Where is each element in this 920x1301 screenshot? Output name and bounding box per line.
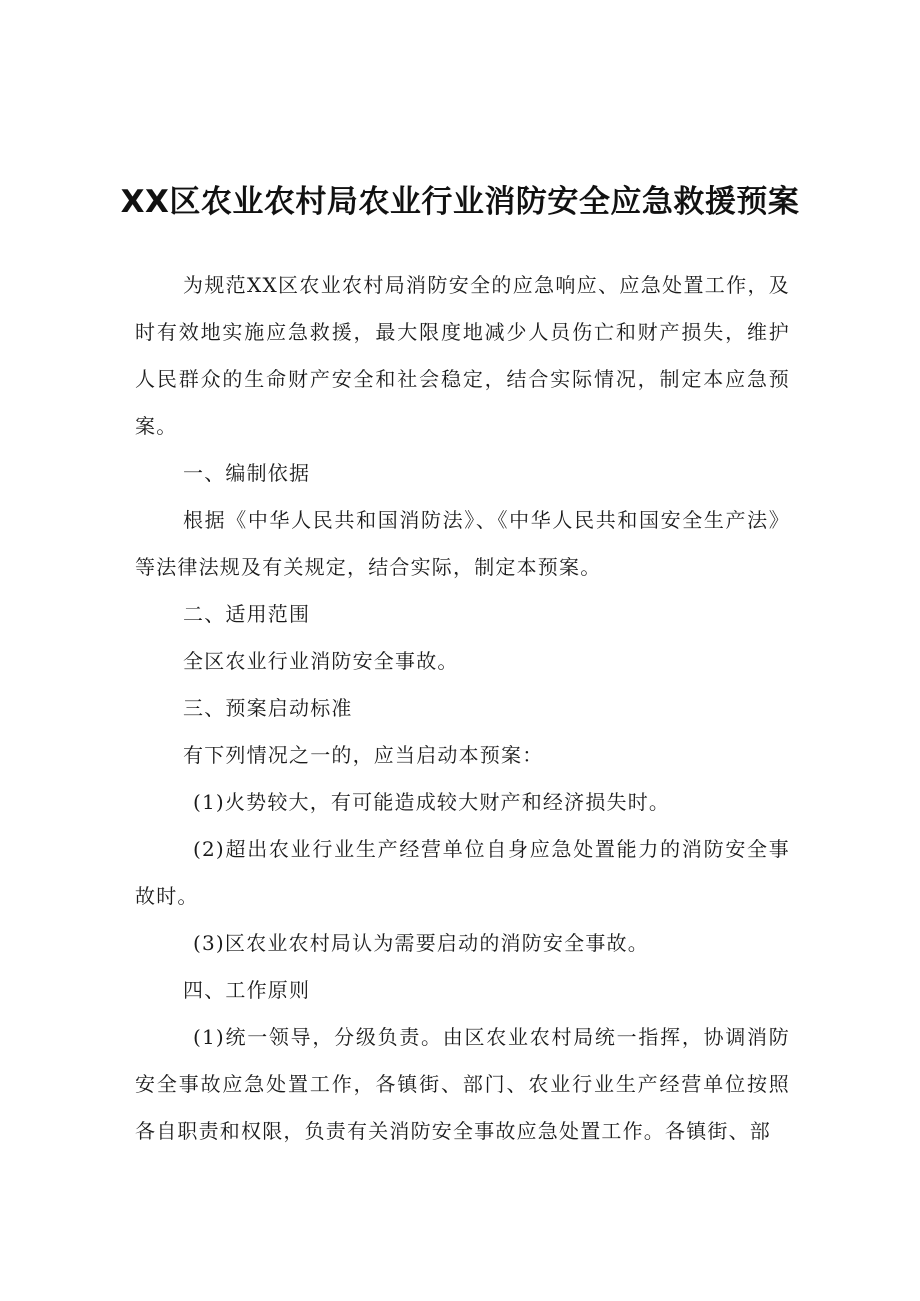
section-heading-scope: 二、适用范围 [183, 602, 311, 626]
activation-item-1: (1)火势较大，有可能造成较大财产和经济损失时。 [193, 790, 671, 814]
scope-paragraph: 全区农业行业消防安全事故。 [183, 649, 459, 673]
document-title: XX区农业农村局农业行业消防安全应急救援预案 [120, 184, 800, 220]
activation-item-2: (2)超出农业行业生产经营单位自身应急处置能力的消防安全事故时。 [135, 837, 790, 908]
basis-paragraph: 根据《中华人民共和国消防法》、《中华人民共和国安全生产法》等法律法规及有关规定，结合实际，制定本预案。 [135, 508, 790, 579]
principle-item-1: (1)统一领导，分级负责。由区农业农村局统一指挥，协调消防安全事故应急处置工作，各镇街、部门、农业行业生产经营单位按照各自职责和权限，负责有关消防安全事故应急处置工作。各镇街、部 [135, 1025, 790, 1143]
section-heading-activation: 三、预案启动标准 [183, 696, 353, 720]
document-body [135, 262, 790, 1155]
activation-item-3: (3)区农业农村局认为需要启动的消防安全事故。 [193, 931, 649, 955]
intro-paragraph: 为规范XX区农业农村局消防安全的应急响应、应急处置工作，及时有效地实施应急救援，最大限度地减少人员伤亡和财产损失，维护人民群众的生命财产安全和社会稳定，结合实际情况，制定本应急预案。 [135, 273, 790, 438]
section-heading-principles: 四、工作原则 [183, 978, 311, 1002]
activation-paragraph: 有下列情况之一的，应当启动本预案： [183, 743, 544, 767]
section-heading-basis: 一、编制依据 [183, 461, 311, 485]
